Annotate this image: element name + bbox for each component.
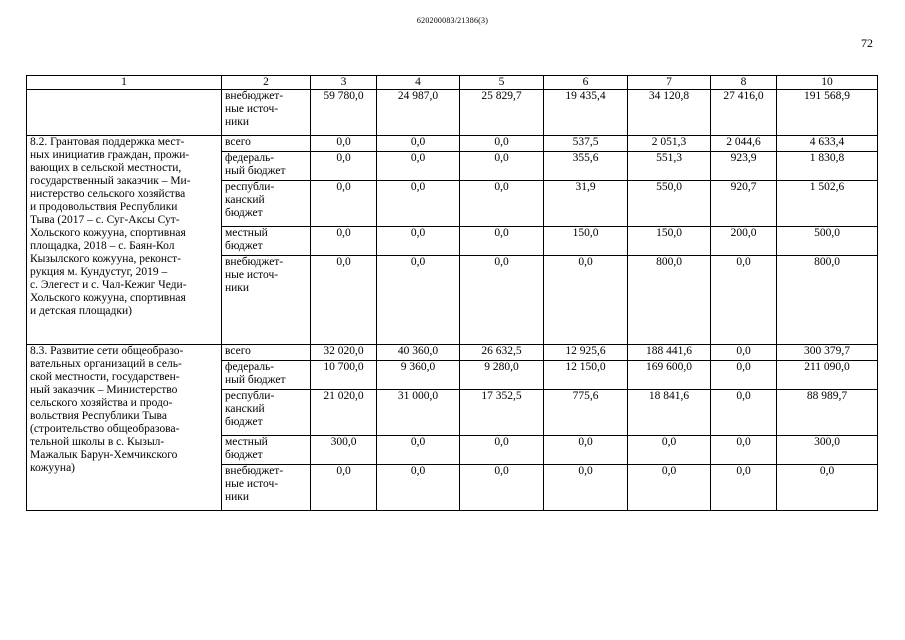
funding-source: местный бюджет: [222, 436, 311, 465]
value-cell: 0,0: [460, 136, 544, 152]
column-number: 7: [628, 76, 711, 90]
value-cell: 0,0: [711, 390, 777, 436]
value-cell: 188 441,6: [628, 345, 711, 361]
value-cell: 34 120,8: [628, 90, 711, 136]
value-cell: 0,0: [777, 465, 878, 511]
value-cell: 0,0: [460, 227, 544, 256]
value-cell: 0,0: [460, 256, 544, 345]
value-cell: 191 568,9: [777, 90, 878, 136]
value-cell: 550,0: [628, 181, 711, 227]
value-cell: 0,0: [377, 152, 460, 181]
program-description: 8.3. Развитие сети общеобразо- вательных организаций в сель- ской местности, государствен- ный заказчик – Министерство сельского хозяйства и продо- вольствия Республики Тыва (строительство общеобразова- тельной школы в с. Кызыл- Мажалык Барун-Хемчикского кожууна): [27, 345, 222, 511]
funding-source: всего: [222, 136, 311, 152]
value-cell: 32 020,0: [311, 345, 377, 361]
value-cell: 169 600,0: [628, 361, 711, 390]
column-number: 1: [27, 76, 222, 90]
column-number: 5: [460, 76, 544, 90]
value-cell: 300 379,7: [777, 345, 878, 361]
value-cell: 40 360,0: [377, 345, 460, 361]
table-row: [27, 90, 878, 136]
program-description: [27, 90, 222, 136]
column-number: 6: [544, 76, 628, 90]
value-cell: 0,0: [377, 436, 460, 465]
value-cell: 775,6: [544, 390, 628, 436]
value-cell: 2 051,3: [628, 136, 711, 152]
value-cell: 31,9: [544, 181, 628, 227]
funding-source: внебюджет- ные источ- ники: [222, 465, 311, 511]
value-cell: 300,0: [311, 436, 377, 465]
table-row: [27, 345, 878, 361]
column-number: 2: [222, 76, 311, 90]
value-cell: 355,6: [544, 152, 628, 181]
value-cell: 800,0: [777, 256, 878, 345]
value-cell: 27 416,0: [711, 90, 777, 136]
value-cell: 923,9: [711, 152, 777, 181]
budget-table: [26, 75, 878, 511]
value-cell: 0,0: [311, 465, 377, 511]
value-cell: 0,0: [711, 436, 777, 465]
value-cell: 2 044,6: [711, 136, 777, 152]
funding-source: местный бюджет: [222, 227, 311, 256]
value-cell: 211 090,0: [777, 361, 878, 390]
funding-source: республи- канский бюджет: [222, 390, 311, 436]
value-cell: 0,0: [377, 465, 460, 511]
value-cell: 59 780,0: [311, 90, 377, 136]
program-description: 8.2. Грантовая поддержка мест- ных инициатив граждан, прожи- вающих в сельской местности, государственный заказчик – Ми- нистерство сельского хозяйства и продовольствия Республики Тыва (2017 – с. Суг-Аксы Сут- Хольского кожууна, спортивная площадка, 2018 – с. Баян-Кол Кызылского кожууна, реконст- рукция м. Кундустуг, 2019 – с. Элегест и с. Чал-Кежиг Чеди- Хольского кожууна, спортивная и детская площадки): [27, 136, 222, 345]
value-cell: 1 502,6: [777, 181, 878, 227]
value-cell: 0,0: [460, 181, 544, 227]
value-cell: 0,0: [311, 152, 377, 181]
value-cell: 300,0: [777, 436, 878, 465]
value-cell: 537,5: [544, 136, 628, 152]
value-cell: 0,0: [311, 227, 377, 256]
value-cell: 9 280,0: [460, 361, 544, 390]
column-number: 8: [711, 76, 777, 90]
column-number: 10: [777, 76, 878, 90]
value-cell: 800,0: [628, 256, 711, 345]
value-cell: 0,0: [377, 256, 460, 345]
value-cell: 200,0: [711, 227, 777, 256]
value-cell: 25 829,7: [460, 90, 544, 136]
value-cell: 0,0: [544, 465, 628, 511]
value-cell: 150,0: [544, 227, 628, 256]
value-cell: 0,0: [711, 345, 777, 361]
funding-source: внебюджет- ные источ- ники: [222, 90, 311, 136]
value-cell: 0,0: [460, 436, 544, 465]
table-row: [27, 136, 878, 152]
column-number: 3: [311, 76, 377, 90]
value-cell: 0,0: [711, 361, 777, 390]
value-cell: 12 150,0: [544, 361, 628, 390]
page-number: 72: [861, 36, 873, 50]
value-cell: 0,0: [377, 181, 460, 227]
value-cell: 24 987,0: [377, 90, 460, 136]
funding-source: всего: [222, 345, 311, 361]
funding-source: внебюджет- ные источ- ники: [222, 256, 311, 345]
value-cell: 0,0: [544, 256, 628, 345]
document-code: 620200083/21386(3): [416, 16, 489, 25]
column-number: 4: [377, 76, 460, 90]
value-cell: 0,0: [377, 227, 460, 256]
value-cell: 4 633,4: [777, 136, 878, 152]
value-cell: 0,0: [544, 436, 628, 465]
value-cell: 88 989,7: [777, 390, 878, 436]
value-cell: 0,0: [628, 465, 711, 511]
value-cell: 0,0: [460, 152, 544, 181]
value-cell: 26 632,5: [460, 345, 544, 361]
value-cell: 150,0: [628, 227, 711, 256]
value-cell: 31 000,0: [377, 390, 460, 436]
value-cell: 0,0: [628, 436, 711, 465]
column-number-row: [27, 76, 878, 90]
value-cell: 0,0: [377, 136, 460, 152]
value-cell: 0,0: [711, 465, 777, 511]
funding-source: республи- канский бюджет: [222, 181, 311, 227]
value-cell: 18 841,6: [628, 390, 711, 436]
value-cell: 920,7: [711, 181, 777, 227]
funding-source: федераль- ный бюджет: [222, 152, 311, 181]
value-cell: 500,0: [777, 227, 878, 256]
value-cell: 17 352,5: [460, 390, 544, 436]
value-cell: 10 700,0: [311, 361, 377, 390]
value-cell: 9 360,0: [377, 361, 460, 390]
value-cell: 19 435,4: [544, 90, 628, 136]
funding-source: федераль- ный бюджет: [222, 361, 311, 390]
value-cell: 0,0: [711, 256, 777, 345]
value-cell: 0,0: [311, 136, 377, 152]
value-cell: 1 830,8: [777, 152, 878, 181]
value-cell: 0,0: [311, 256, 377, 345]
value-cell: 0,0: [460, 465, 544, 511]
value-cell: 12 925,6: [544, 345, 628, 361]
value-cell: 551,3: [628, 152, 711, 181]
value-cell: 21 020,0: [311, 390, 377, 436]
value-cell: 0,0: [311, 181, 377, 227]
